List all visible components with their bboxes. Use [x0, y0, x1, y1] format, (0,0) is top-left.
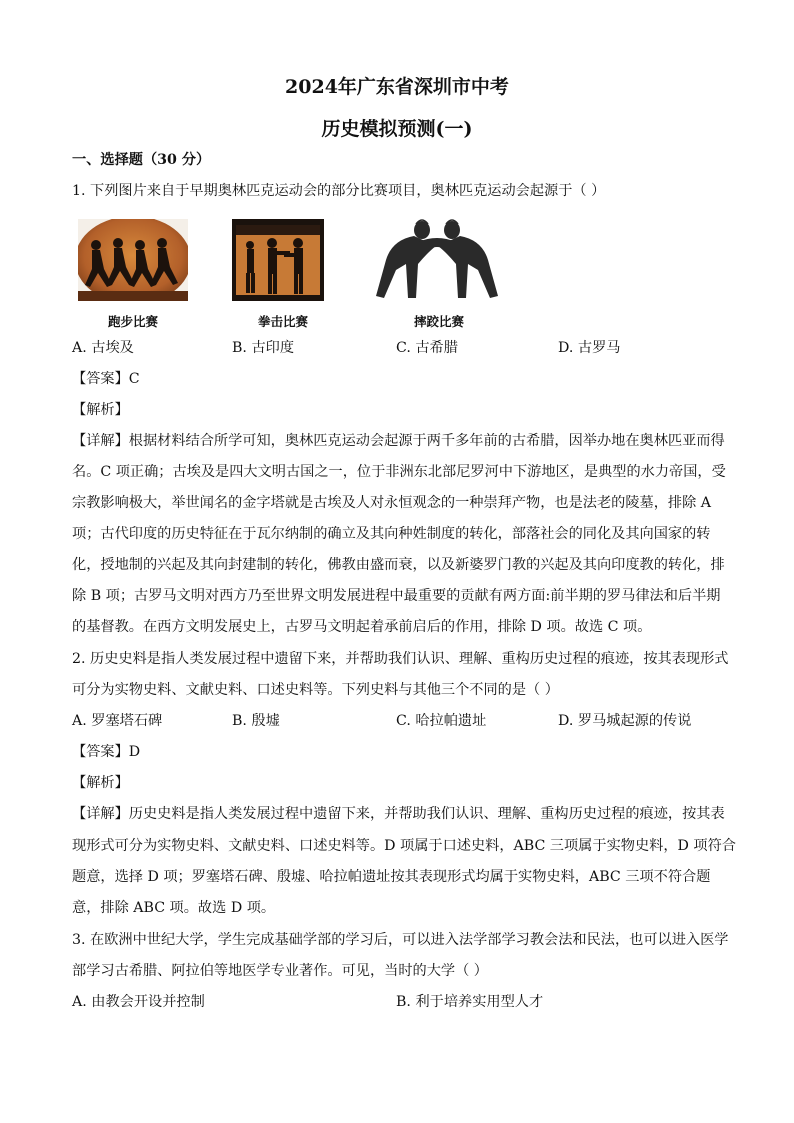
- q2-detail-line: 现形式可分为实物史料、文献史料、口述史料等。D 项属于口述史料，ABC 三项属于实物史料，D 项符合: [72, 838, 736, 854]
- q2-option-a[interactable]: A. 罗塞塔石碑: [72, 713, 163, 729]
- wrestlers-silhouette-image: [362, 216, 512, 304]
- q1-option-c[interactable]: C. 古希腊: [396, 340, 458, 356]
- q3-option-a[interactable]: A. 由教会开设并控制: [72, 994, 205, 1010]
- doc-title-line2: 历史模拟预测(一): [321, 118, 473, 140]
- q1-stem: 1. 下列图片来自于早期奥林匹克运动会的部分比赛项目，奥林匹克运动会起源于（ ）: [72, 183, 606, 199]
- q2-detail-line: 意，排除 ABC 项。故选 D 项。: [72, 900, 276, 916]
- q2-stem-line: 2. 历史史料是指人类发展过程中遗留下来，并帮助我们认识、理解、重构历史过程的痕迹，按其表现形式: [72, 651, 729, 667]
- q1-answer: 【答案】C: [72, 371, 140, 387]
- q1-detail-line: 除 B 项；古罗马文明对西方乃至世界文明发展进程中最重要的贡献有两方面:前半期的罗马律法和后半期: [72, 588, 721, 604]
- q2-detail-line: 【详解】历史史料是指人类发展过程中遗留下来，并帮助我们认识、理解、重构历史过程的痕迹，按其表: [72, 806, 725, 822]
- q1-option-a[interactable]: A. 古埃及: [72, 340, 134, 356]
- q1-analysis-label: 【解析】: [72, 402, 129, 418]
- q2-answer: 【答案】D: [72, 744, 141, 760]
- q3-stem-line: 3. 在欧洲中世纪大学，学生完成基础学部的学习后，可以进入法学部学习教会法和民法，也可以进入医学: [72, 932, 729, 948]
- vase-runners-image: [78, 219, 188, 301]
- section-heading: 一、选择题（30 分）: [72, 152, 211, 168]
- q1-detail-line: 宗教影响极大，举世闻名的金字塔就是古埃及人对永恒观念的一种崇拜产物，也是法老的陵墓，排除 A: [72, 495, 712, 511]
- q2-detail-line: 题意，选择 D 项；罗塞塔石碑、殷墟、哈拉帕遗址按其表现形式均属于实物史料，ABC 三项不符合题: [72, 869, 711, 885]
- caption-boxing: 拳击比赛: [257, 314, 308, 329]
- caption-running: 跑步比赛: [107, 314, 158, 329]
- vase-boxers-image: [232, 219, 324, 301]
- q2-analysis-label: 【解析】: [72, 775, 129, 791]
- q1-detail-line: 【详解】根据材料结合所学可知，奥林匹克运动会起源于两千多年前的古希腊，因举办地在奥林匹亚而得: [72, 433, 725, 449]
- caption-wrestling: 摔跤比赛: [413, 314, 464, 329]
- q1-detail-line: 的基督教。在西方文明发展史上，古罗马文明起着承前启后的作用，排除 D 项。故选 C 项。: [72, 619, 652, 635]
- q3-stem-line: 部学习古希腊、阿拉伯等地医学专业著作。可见，当时的大学（ ）: [72, 963, 488, 979]
- q2-option-d[interactable]: D. 罗马城起源的传说: [558, 713, 692, 729]
- q1-detail-line: 项；古代印度的历史特征在于瓦尔纳制的确立及其向种姓制度的转化，部落社会的同化及其向国家的转: [72, 526, 711, 542]
- doc-title-line1: 2024年广东省深圳市中考: [285, 76, 509, 98]
- q2-stem-line: 可分为实物史料、文献史料、口述史料等。下列史料与其他三个不同的是（ ）: [72, 682, 559, 698]
- q1-option-d[interactable]: D. 古罗马: [558, 340, 621, 356]
- q1-option-b[interactable]: B. 古印度: [232, 340, 295, 356]
- q1-detail-line: 名。C 项正确；古埃及是四大文明古国之一，位于非洲东北部尼罗河中下游地区，是典型的水力帝国，受: [72, 464, 726, 480]
- q2-option-b[interactable]: B. 殷墟: [232, 713, 280, 729]
- q2-option-c[interactable]: C. 哈拉帕遗址: [396, 713, 487, 729]
- q3-option-b[interactable]: B. 利于培养实用型人才: [396, 994, 544, 1010]
- q1-detail-line: 化，授地制的兴起及其向封建制的转化，佛教由盛而衰，以及新婆罗门教的兴起及其向印度教的转化，排: [72, 557, 725, 573]
